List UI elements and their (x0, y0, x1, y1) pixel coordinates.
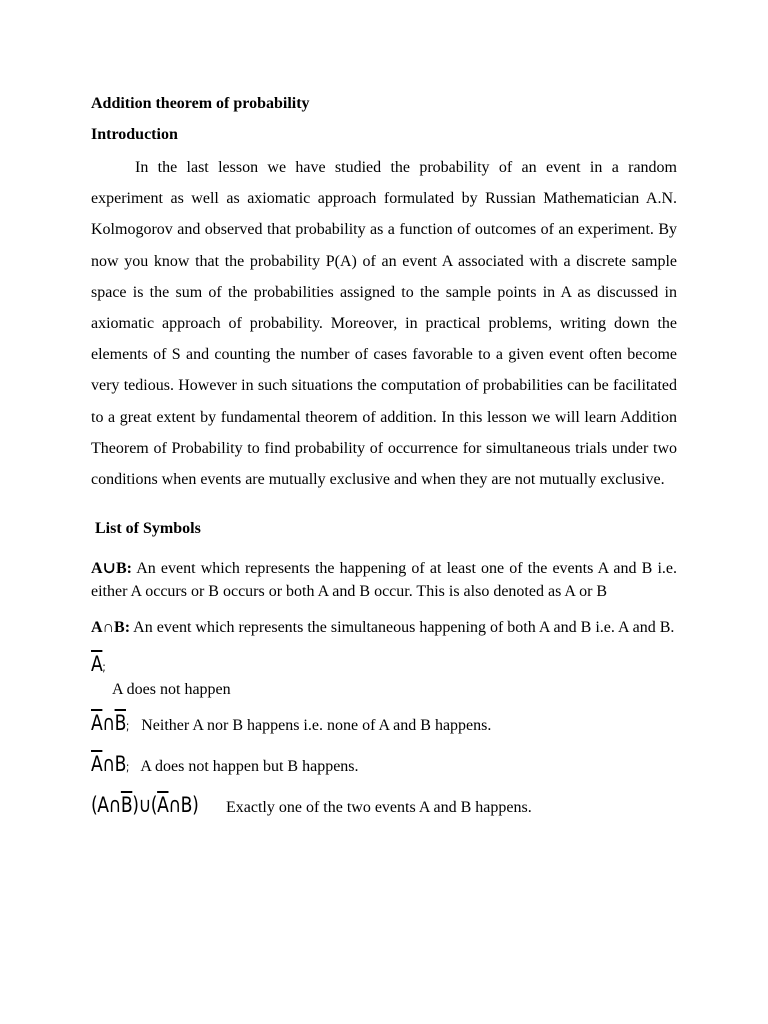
symbol-not-a (91, 651, 677, 680)
symbol-exactly-one-text: Exactly one of the two events A and B happens. (221, 799, 532, 817)
symbol-not-a-but-b (91, 751, 677, 780)
symbol-union-definition (91, 557, 677, 603)
symbol-union-label: A∪B: (91, 560, 132, 578)
symbol-neither-math: $\overline{A}\cap\overline{B}$; (91, 711, 129, 736)
symbol-intersection-definition (91, 616, 677, 639)
symbol-not-a-but-b-text: A does not happen but B happens. (137, 758, 359, 776)
symbol-not-a-text: A does not happen (112, 681, 231, 699)
symbol-not-a-math: $\overline{A}$; (91, 652, 106, 677)
intro-heading: Introduction (91, 126, 178, 143)
symbol-exactly-one (91, 792, 677, 821)
document-page (91, 93, 677, 821)
symbol-neither-text: Neither A nor B happens i.e. none of A and B happens. (137, 717, 492, 735)
symbol-neither (91, 710, 677, 739)
intro-paragraph: In the last lesson we have studied the probability of an event in a random experiment as well as axiomatic approach formulated by Russian Mathematician A.N. Kolmogorov and observed that probability as a function of outcomes of an experiment. By now you know that the probability P(A) of an event A associated with a discrete sample space is the sum of the probabilities assigned to the sample points in A as discussed in axiomatic approach of probability. Moreover, in practical problems, writing down the elements of S and counting the number of cases favorable to a given event often become very tedious. However in such situations the computation of probabilities can be facilitated to a great extent by fundamental theorem of addition. In this lesson we will learn Addition Theorem of Probability to find probability of occurrence for simultaneous trials under two conditions when events are mutually exclusive and when they are not mutually exclusive. (91, 159, 677, 489)
symbol-intersection-label: A∩B: (91, 619, 131, 637)
symbol-exactly-one-math: $(A\cap\overline{B})\cup(\overline{A}\cap B)$ (91, 793, 199, 818)
symbols-heading: List of Symbols (95, 520, 201, 538)
symbol-intersection-text: An event which represents the simultaneous happening of both A and B i.e. A and B. (130, 619, 675, 637)
symbol-union-text: An event which represents the happening of at least one of the events A and B i.e. either A occurs or B occurs or both A and B occur. This is also denoted as A or B (91, 560, 677, 601)
symbol-not-a-but-b-math: $\overline{A}\cap B$; (91, 752, 129, 777)
document-title: Addition theorem of probability (91, 95, 310, 112)
